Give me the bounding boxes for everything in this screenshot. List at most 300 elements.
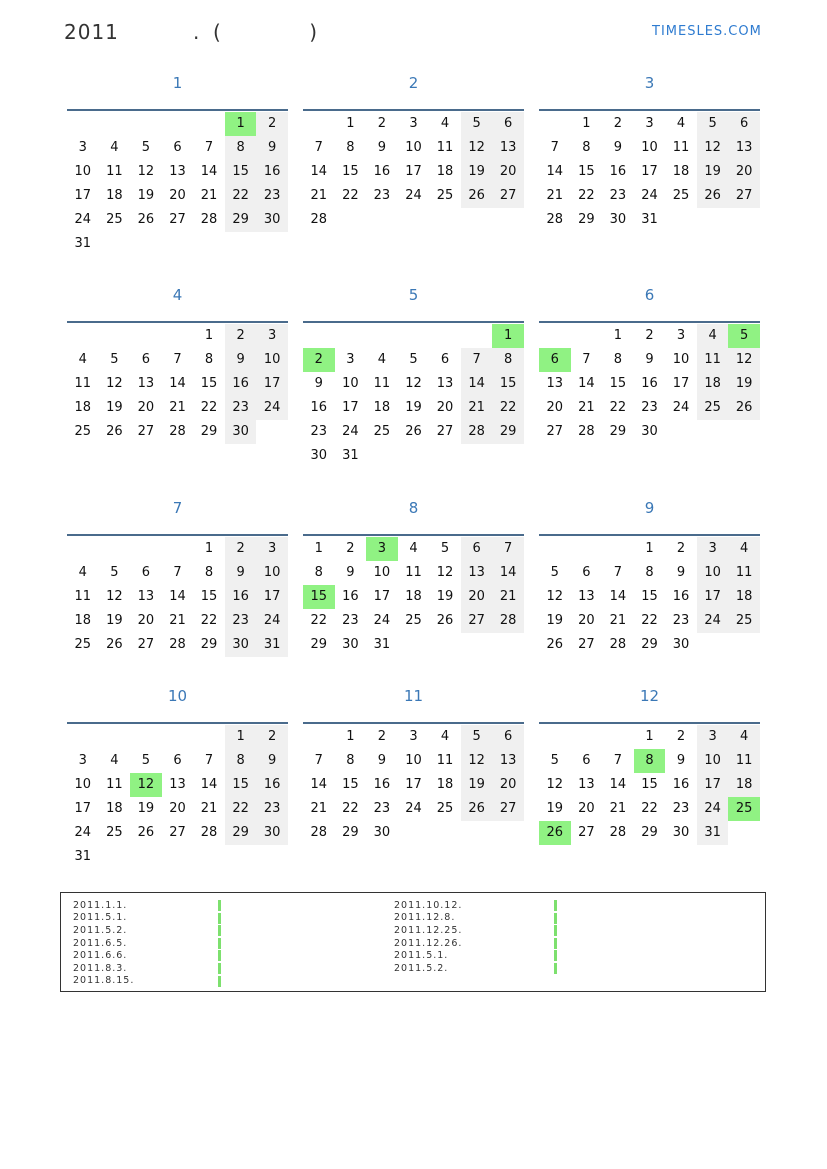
day-cell[interactable]: 1 [225, 725, 257, 749]
day-cell[interactable]: 26 [461, 797, 493, 821]
day-cell[interactable]: 14 [200, 164, 218, 179]
day-cell[interactable]: 27 [461, 609, 493, 633]
day-cell[interactable]: 7 [492, 537, 524, 561]
day-cell[interactable]: 15 [342, 164, 359, 179]
day-cell[interactable]: 9 [613, 140, 623, 155]
day-cell[interactable]: 22 [225, 184, 257, 208]
day-cell[interactable]: 24 [256, 396, 288, 420]
day-cell[interactable]: 19 [137, 188, 155, 203]
day-cell[interactable]: 21 [578, 400, 595, 415]
day-cell[interactable]: 24 [672, 400, 690, 415]
day-cell[interactable]: 8 [346, 140, 355, 155]
day-cell[interactable]: 19 [546, 801, 564, 816]
day-cell[interactable]: 11 [74, 376, 92, 391]
day-cell[interactable]: 17 [74, 188, 92, 203]
day-cell[interactable]: 7 [461, 348, 493, 372]
day-cell[interactable]: 2 [645, 328, 654, 343]
day-cell[interactable]: 2 [613, 116, 623, 131]
day-cell[interactable]: 5 [141, 753, 151, 768]
day-cell[interactable]: 4 [440, 116, 450, 131]
day-cell[interactable]: 21 [609, 613, 627, 628]
day-cell[interactable]: 16 [609, 164, 627, 179]
day-cell[interactable]: 24 [74, 825, 92, 840]
day-cell[interactable]: 23 [310, 424, 328, 439]
day-cell[interactable]: 29 [225, 208, 257, 232]
day-cell[interactable]: 3 [256, 324, 288, 348]
day-cell[interactable]: 18 [373, 400, 391, 415]
day-cell[interactable]: 5 [461, 725, 493, 749]
day-cell[interactable]: 10 [697, 749, 729, 773]
day-cell[interactable]: 29 [641, 825, 658, 840]
day-cell[interactable]: 26 [697, 184, 729, 208]
day-cell[interactable]: 28 [169, 637, 186, 652]
day-cell[interactable]: 16 [225, 372, 257, 396]
day-cell[interactable]: 4 [78, 352, 87, 367]
day-cell[interactable]: 10 [405, 753, 422, 768]
day-cell[interactable]: 16 [373, 164, 391, 179]
day-cell[interactable]: 26 [546, 637, 564, 652]
day-cell[interactable]: 29 [225, 821, 257, 845]
day-cell[interactable]: 2 [303, 348, 335, 372]
day-cell[interactable]: 21 [200, 188, 218, 203]
day-cell[interactable]: 23 [256, 797, 288, 821]
day-cell[interactable]: 10 [373, 565, 391, 580]
day-cell[interactable]: 25 [373, 424, 391, 439]
day-cell[interactable]: 12 [728, 348, 760, 372]
day-cell[interactable]: 7 [204, 140, 214, 155]
day-cell[interactable]: 27 [728, 184, 760, 208]
day-cell[interactable]: 18 [106, 801, 123, 816]
day-cell[interactable]: 4 [728, 537, 760, 561]
day-cell[interactable]: 26 [106, 637, 123, 652]
day-cell[interactable]: 27 [546, 424, 564, 439]
day-cell[interactable]: 6 [582, 565, 591, 580]
day-cell[interactable]: 26 [106, 424, 123, 439]
day-cell[interactable]: 31 [373, 637, 391, 652]
day-cell[interactable]: 2 [676, 729, 686, 744]
day-cell[interactable]: 15 [609, 376, 627, 391]
day-cell[interactable]: 22 [609, 400, 627, 415]
day-cell[interactable]: 25 [436, 188, 454, 203]
day-cell[interactable]: 10 [256, 348, 288, 372]
day-cell[interactable]: 21 [492, 585, 524, 609]
day-cell[interactable]: 13 [546, 376, 564, 391]
day-cell[interactable]: 22 [200, 613, 218, 628]
day-cell[interactable]: 26 [137, 212, 155, 227]
day-cell[interactable]: 14 [546, 164, 564, 179]
day-cell[interactable]: 15 [225, 773, 257, 797]
day-cell[interactable]: 8 [204, 352, 214, 367]
day-cell[interactable]: 3 [645, 116, 654, 131]
day-cell[interactable]: 27 [578, 637, 595, 652]
day-cell[interactable]: 25 [405, 613, 422, 628]
day-cell[interactable]: 24 [342, 424, 359, 439]
day-cell[interactable]: 29 [200, 424, 218, 439]
day-cell[interactable]: 8 [492, 348, 524, 372]
day-cell[interactable]: 4 [409, 541, 418, 556]
day-cell[interactable]: 30 [609, 212, 627, 227]
day-cell[interactable]: 19 [106, 400, 123, 415]
day-cell[interactable]: 8 [346, 753, 355, 768]
day-cell[interactable]: 6 [440, 352, 450, 367]
day-cell[interactable]: 19 [137, 801, 155, 816]
day-cell[interactable]: 8 [613, 352, 623, 367]
day-cell[interactable]: 10 [405, 140, 422, 155]
day-cell[interactable]: 19 [546, 613, 564, 628]
day-cell[interactable]: 12 [436, 565, 454, 580]
day-cell[interactable]: 14 [609, 589, 627, 604]
day-cell[interactable]: 13 [436, 376, 454, 391]
day-cell[interactable]: 17 [641, 164, 658, 179]
day-cell[interactable]: 12 [130, 773, 162, 797]
day-cell[interactable]: 20 [728, 160, 760, 184]
day-cell[interactable]: 29 [342, 825, 359, 840]
day-cell[interactable]: 8 [204, 565, 214, 580]
day-cell[interactable]: 20 [169, 801, 186, 816]
day-cell[interactable]: 19 [461, 160, 493, 184]
day-cell[interactable]: 22 [225, 797, 257, 821]
day-cell[interactable]: 10 [672, 352, 690, 367]
day-cell[interactable]: 8 [314, 565, 323, 580]
day-cell[interactable]: 5 [550, 753, 559, 768]
day-cell[interactable]: 6 [461, 537, 493, 561]
day-cell[interactable]: 17 [256, 585, 288, 609]
day-cell[interactable]: 4 [377, 352, 387, 367]
day-cell[interactable]: 28 [492, 609, 524, 633]
day-cell[interactable]: 17 [405, 777, 422, 792]
day-cell[interactable]: 9 [346, 565, 355, 580]
day-cell[interactable]: 27 [169, 212, 186, 227]
day-cell[interactable]: 28 [169, 424, 186, 439]
day-cell[interactable]: 11 [728, 749, 760, 773]
day-cell[interactable]: 31 [697, 821, 729, 845]
day-cell[interactable]: 3 [366, 537, 398, 561]
day-cell[interactable]: 22 [200, 400, 218, 415]
day-cell[interactable]: 5 [110, 352, 119, 367]
day-cell[interactable]: 29 [200, 637, 218, 652]
day-cell[interactable]: 20 [137, 400, 155, 415]
day-cell[interactable]: 12 [106, 376, 123, 391]
day-cell[interactable]: 30 [672, 637, 690, 652]
day-cell[interactable]: 18 [697, 372, 729, 396]
day-cell[interactable]: 23 [373, 801, 391, 816]
day-cell[interactable]: 18 [74, 400, 92, 415]
day-cell[interactable]: 22 [342, 801, 359, 816]
day-cell[interactable]: 3 [409, 116, 418, 131]
day-cell[interactable]: 6 [492, 725, 524, 749]
day-cell[interactable]: 16 [310, 400, 328, 415]
day-cell[interactable]: 8 [225, 749, 257, 773]
day-cell[interactable]: 19 [461, 773, 493, 797]
day-cell[interactable]: 9 [225, 561, 257, 585]
day-cell[interactable]: 25 [697, 396, 729, 420]
day-cell[interactable]: 3 [697, 537, 729, 561]
day-cell[interactable]: 20 [436, 400, 454, 415]
day-cell[interactable]: 1 [613, 328, 623, 343]
day-cell[interactable]: 13 [461, 561, 493, 585]
day-cell[interactable]: 15 [641, 589, 658, 604]
day-cell[interactable]: 23 [672, 613, 690, 628]
day-cell[interactable]: 16 [342, 589, 359, 604]
day-cell[interactable]: 24 [405, 188, 422, 203]
day-cell[interactable]: 3 [697, 725, 729, 749]
day-cell[interactable]: 2 [225, 324, 257, 348]
day-cell[interactable]: 19 [697, 160, 729, 184]
day-cell[interactable]: 25 [106, 212, 123, 227]
day-cell[interactable]: 30 [373, 825, 391, 840]
day-cell[interactable]: 15 [225, 160, 257, 184]
day-cell[interactable]: 6 [141, 352, 151, 367]
day-cell[interactable]: 18 [436, 777, 454, 792]
day-cell[interactable]: 7 [173, 352, 182, 367]
brand-link[interactable]: TIMESLES.COM [652, 24, 762, 39]
day-cell[interactable]: 22 [641, 613, 658, 628]
day-cell[interactable]: 10 [641, 140, 658, 155]
day-cell[interactable]: 9 [256, 749, 288, 773]
day-cell[interactable]: 1 [225, 112, 257, 136]
day-cell[interactable]: 2 [377, 116, 387, 131]
day-cell[interactable]: 6 [539, 348, 571, 372]
day-cell[interactable]: 18 [405, 589, 422, 604]
day-cell[interactable]: 4 [78, 565, 87, 580]
day-cell[interactable]: 20 [492, 160, 524, 184]
day-cell[interactable]: 19 [405, 400, 422, 415]
day-cell[interactable]: 7 [613, 753, 623, 768]
day-cell[interactable]: 19 [106, 613, 123, 628]
day-cell[interactable]: 12 [405, 376, 422, 391]
day-cell[interactable]: 17 [697, 773, 729, 797]
day-cell[interactable]: 14 [492, 561, 524, 585]
day-cell[interactable]: 12 [137, 164, 155, 179]
day-cell[interactable]: 1 [346, 116, 355, 131]
day-cell[interactable]: 2 [256, 112, 288, 136]
day-cell[interactable]: 7 [314, 753, 323, 768]
day-cell[interactable]: 13 [492, 136, 524, 160]
day-cell[interactable]: 9 [377, 140, 387, 155]
day-cell[interactable]: 17 [697, 585, 729, 609]
day-cell[interactable]: 21 [169, 400, 186, 415]
day-cell[interactable]: 15 [200, 589, 218, 604]
day-cell[interactable]: 14 [609, 777, 627, 792]
day-cell[interactable]: 27 [578, 825, 595, 840]
day-cell[interactable]: 3 [78, 753, 87, 768]
day-cell[interactable]: 23 [225, 609, 257, 633]
day-cell[interactable]: 16 [373, 777, 391, 792]
day-cell[interactable]: 16 [225, 585, 257, 609]
day-cell[interactable]: 13 [728, 136, 760, 160]
day-cell[interactable]: 9 [256, 136, 288, 160]
day-cell[interactable]: 20 [578, 613, 595, 628]
day-cell[interactable]: 8 [582, 140, 591, 155]
day-cell[interactable]: 5 [110, 565, 119, 580]
day-cell[interactable]: 20 [169, 188, 186, 203]
day-cell[interactable]: 16 [672, 777, 690, 792]
day-cell[interactable]: 6 [582, 753, 591, 768]
day-cell[interactable]: 25 [74, 637, 92, 652]
day-cell[interactable]: 14 [578, 376, 595, 391]
day-cell[interactable]: 28 [461, 420, 493, 444]
day-cell[interactable]: 29 [641, 637, 658, 652]
day-cell[interactable]: 16 [641, 376, 658, 391]
day-cell[interactable]: 1 [582, 116, 591, 131]
day-cell[interactable]: 4 [676, 116, 686, 131]
day-cell[interactable]: 1 [492, 324, 524, 348]
day-cell[interactable]: 17 [672, 376, 690, 391]
day-cell[interactable]: 13 [492, 749, 524, 773]
day-cell[interactable]: 25 [672, 188, 690, 203]
day-cell[interactable]: 15 [578, 164, 595, 179]
day-cell[interactable]: 12 [461, 749, 493, 773]
day-cell[interactable]: 9 [377, 753, 387, 768]
day-cell[interactable]: 23 [641, 400, 658, 415]
day-cell[interactable]: 12 [546, 589, 564, 604]
day-cell[interactable]: 3 [676, 328, 686, 343]
day-cell[interactable]: 21 [169, 613, 186, 628]
day-cell[interactable]: 6 [492, 112, 524, 136]
day-cell[interactable]: 21 [461, 396, 493, 420]
day-cell[interactable]: 30 [256, 208, 288, 232]
day-cell[interactable]: 22 [342, 188, 359, 203]
day-cell[interactable]: 1 [645, 541, 654, 556]
day-cell[interactable]: 17 [74, 801, 92, 816]
day-cell[interactable]: 30 [342, 637, 359, 652]
day-cell[interactable]: 5 [440, 541, 450, 556]
day-cell[interactable]: 21 [609, 801, 627, 816]
day-cell[interactable]: 10 [74, 164, 92, 179]
day-cell[interactable]: 1 [314, 541, 323, 556]
day-cell[interactable]: 6 [141, 565, 151, 580]
day-cell[interactable]: 31 [342, 448, 359, 463]
day-cell[interactable]: 15 [492, 372, 524, 396]
day-cell[interactable]: 1 [204, 541, 214, 556]
day-cell[interactable]: 4 [110, 140, 119, 155]
day-cell[interactable]: 1 [204, 328, 214, 343]
day-cell[interactable]: 18 [436, 164, 454, 179]
day-cell[interactable]: 11 [373, 376, 391, 391]
day-cell[interactable]: 11 [436, 753, 454, 768]
day-cell[interactable]: 4 [440, 729, 450, 744]
day-cell[interactable]: 9 [645, 352, 654, 367]
day-cell[interactable]: 3 [256, 537, 288, 561]
day-cell[interactable]: 20 [546, 400, 564, 415]
day-cell[interactable]: 11 [697, 348, 729, 372]
day-cell[interactable]: 8 [634, 749, 666, 773]
day-cell[interactable]: 5 [461, 112, 493, 136]
day-cell[interactable]: 28 [546, 212, 564, 227]
day-cell[interactable]: 1 [645, 729, 654, 744]
day-cell[interactable]: 14 [169, 589, 186, 604]
day-cell[interactable]: 24 [373, 613, 391, 628]
day-cell[interactable]: 26 [405, 424, 422, 439]
day-cell[interactable]: 5 [550, 565, 559, 580]
day-cell[interactable]: 30 [641, 424, 658, 439]
day-cell[interactable]: 7 [314, 140, 323, 155]
day-cell[interactable]: 28 [200, 825, 218, 840]
day-cell[interactable]: 23 [225, 396, 257, 420]
day-cell[interactable]: 27 [492, 797, 524, 821]
day-cell[interactable]: 28 [310, 825, 328, 840]
day-cell[interactable]: 7 [613, 565, 623, 580]
day-cell[interactable]: 22 [310, 613, 328, 628]
day-cell[interactable]: 10 [697, 561, 729, 585]
day-cell[interactable]: 23 [256, 184, 288, 208]
day-cell[interactable]: 14 [200, 777, 218, 792]
day-cell[interactable]: 12 [106, 589, 123, 604]
day-cell[interactable]: 25 [436, 801, 454, 816]
day-cell[interactable]: 5 [697, 112, 729, 136]
day-cell[interactable]: 11 [728, 561, 760, 585]
day-cell[interactable]: 24 [256, 609, 288, 633]
day-cell[interactable]: 28 [578, 424, 595, 439]
day-cell[interactable]: 9 [676, 565, 686, 580]
day-cell[interactable]: 17 [256, 372, 288, 396]
day-cell[interactable]: 26 [539, 821, 571, 845]
day-cell[interactable]: 17 [373, 589, 391, 604]
day-cell[interactable]: 7 [173, 565, 182, 580]
day-cell[interactable]: 24 [697, 797, 729, 821]
day-cell[interactable]: 11 [672, 140, 690, 155]
day-cell[interactable]: 2 [256, 725, 288, 749]
day-cell[interactable]: 17 [342, 400, 359, 415]
day-cell[interactable]: 13 [578, 589, 595, 604]
day-cell[interactable]: 13 [137, 376, 155, 391]
day-cell[interactable]: 8 [645, 565, 654, 580]
day-cell[interactable]: 23 [672, 801, 690, 816]
day-cell[interactable]: 15 [342, 777, 359, 792]
day-cell[interactable]: 15 [641, 777, 658, 792]
day-cell[interactable]: 23 [342, 613, 359, 628]
day-cell[interactable]: 2 [676, 541, 686, 556]
day-cell[interactable]: 3 [78, 140, 87, 155]
day-cell[interactable]: 29 [578, 212, 595, 227]
day-cell[interactable]: 7 [204, 753, 214, 768]
day-cell[interactable]: 9 [314, 376, 323, 391]
day-cell[interactable]: 12 [697, 136, 729, 160]
day-cell[interactable]: 4 [728, 725, 760, 749]
day-cell[interactable]: 26 [728, 396, 760, 420]
day-cell[interactable]: 15 [200, 376, 218, 391]
day-cell[interactable]: 31 [256, 633, 288, 657]
day-cell[interactable]: 30 [225, 633, 257, 657]
day-cell[interactable]: 21 [546, 188, 564, 203]
day-cell[interactable]: 14 [310, 777, 328, 792]
day-cell[interactable]: 13 [169, 164, 186, 179]
day-cell[interactable]: 30 [310, 448, 328, 463]
day-cell[interactable]: 30 [672, 825, 690, 840]
day-cell[interactable]: 16 [256, 773, 288, 797]
day-cell[interactable]: 24 [405, 801, 422, 816]
day-cell[interactable]: 3 [346, 352, 355, 367]
day-cell[interactable]: 29 [609, 424, 627, 439]
day-cell[interactable]: 27 [137, 424, 155, 439]
day-cell[interactable]: 2 [377, 729, 387, 744]
day-cell[interactable]: 15 [303, 585, 335, 609]
day-cell[interactable]: 19 [436, 589, 454, 604]
day-cell[interactable]: 25 [74, 424, 92, 439]
day-cell[interactable]: 31 [74, 849, 92, 864]
day-cell[interactable]: 31 [74, 236, 92, 251]
day-cell[interactable]: 4 [697, 324, 729, 348]
day-cell[interactable]: 2 [346, 541, 355, 556]
day-cell[interactable]: 22 [641, 801, 658, 816]
day-cell[interactable]: 19 [728, 372, 760, 396]
day-cell[interactable]: 27 [169, 825, 186, 840]
day-cell[interactable]: 11 [74, 589, 92, 604]
day-cell[interactable]: 24 [641, 188, 658, 203]
day-cell[interactable]: 7 [582, 352, 591, 367]
day-cell[interactable]: 20 [578, 801, 595, 816]
day-cell[interactable]: 24 [74, 212, 92, 227]
